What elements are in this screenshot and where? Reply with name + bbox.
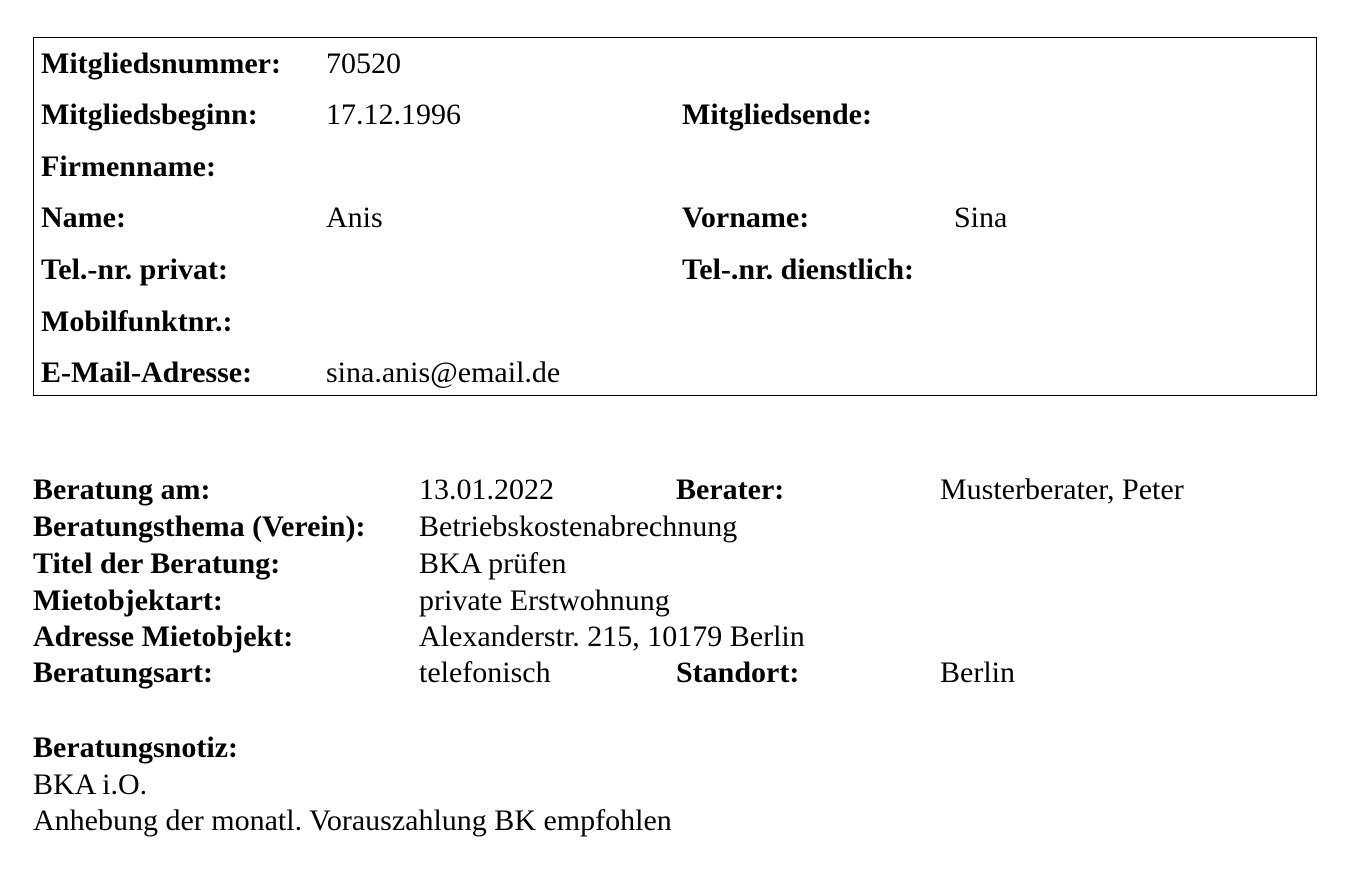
email-value[interactable]: sina.anis@email.de — [326, 356, 561, 389]
location-label: Standort: — [676, 656, 800, 689]
phone-work-label: Tel-.nr. dienstlich: — [682, 253, 914, 286]
email-label: E-Mail-Adresse: — [41, 356, 253, 389]
mobile-label: Mobilfunktnr.: — [41, 305, 233, 338]
last-name-value: Anis — [326, 201, 383, 234]
member-end-label: Mitgliedsende: — [682, 98, 872, 131]
company-name-label: Firmenname: — [41, 150, 216, 183]
advisor-label: Berater: — [676, 473, 785, 506]
consultation-title-label: Titel der Beratung: — [33, 547, 281, 580]
consultation-note-line: BKA i.O. — [33, 768, 148, 801]
rental-address-label: Adresse Mietobjekt: — [33, 620, 294, 653]
consultation-topic-label: Beratungsthema (Verein): — [33, 510, 366, 543]
consultation-note-line: Anhebung der monatl. Vorauszahlung BK empfohlen — [33, 804, 672, 837]
consultation-topic-value: Betriebskostenabrechnung — [419, 510, 738, 543]
last-name-label: Name: — [41, 201, 126, 234]
member-info-box — [33, 37, 1317, 396]
member-start-label: Mitgliedsbeginn: — [41, 98, 258, 131]
member-number-value: 70520 — [326, 47, 401, 80]
consultation-note-label: Beratungsnotiz: — [33, 731, 238, 764]
advisor-value: Musterberater, Peter — [940, 473, 1184, 506]
rental-object-type-label: Mietobjektart: — [33, 584, 223, 617]
rental-address-value: Alexanderstr. 215, 10179 Berlin — [419, 620, 805, 653]
rental-object-type-value: private Erstwohnung — [419, 584, 670, 617]
consultation-kind-label: Beratungsart: — [33, 656, 213, 689]
member-start-value: 17.12.1996 — [326, 98, 461, 131]
phone-private-label: Tel.-nr. privat: — [41, 253, 228, 286]
first-name-label: Vorname: — [682, 201, 810, 234]
consultation-date-label: Beratung am: — [33, 473, 211, 506]
member-number-label: Mitgliedsnummer: — [41, 47, 281, 80]
consultation-title-value: BKA prüfen — [419, 547, 567, 580]
consultation-kind-value: telefonisch — [419, 656, 551, 689]
first-name-value: Sina — [954, 201, 1008, 234]
consultation-date-value: 13.01.2022 — [419, 473, 554, 506]
location-value: Berlin — [940, 656, 1015, 689]
